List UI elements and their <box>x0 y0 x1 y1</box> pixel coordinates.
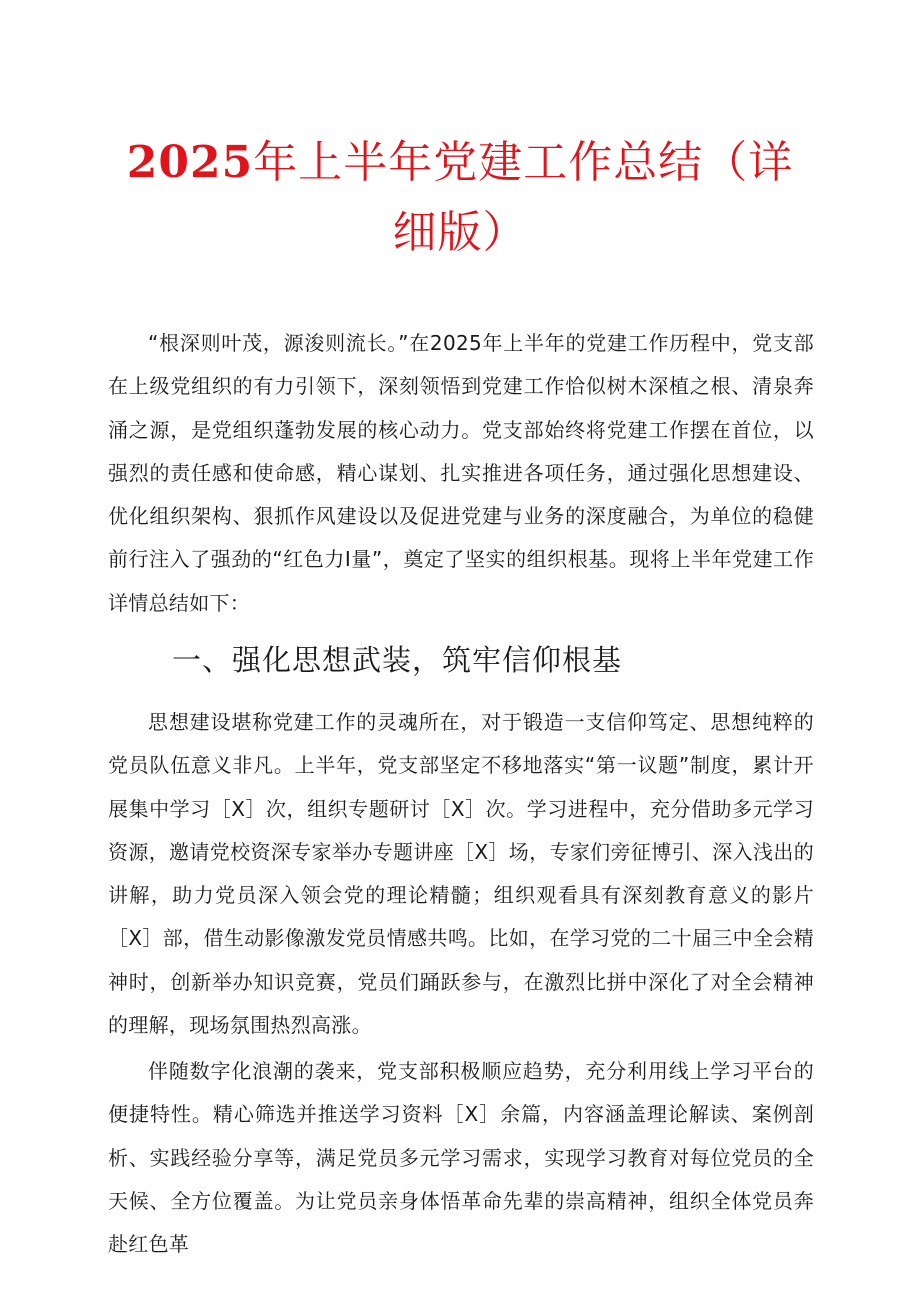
section-1-paragraph-2: 伴随数字化浪潮的袭来，党支部积极顺应趋势，充分利用线上学习平台的便捷特性。精心筛选并推送学习资料［X］余篇，内容涵盖理论解读、案例剖析、实践经验分享等，满足党员多元学习需求，实现学习教育对每位党员的全天候、全方位覆盖。为让党员亲身体悟革命先辈的崇高精神，组织全体党员奔赴红色革 <box>108 1059 814 1257</box>
title-text: 年上半年党建工作总结（详细版） <box>253 137 794 258</box>
document-title <box>110 128 810 268</box>
title-year: 2025 <box>126 137 254 188</box>
section-1-paragraph-1: 思想建设堪称党建工作的灵魂所在，对于锻造一支信仰笃定、思想纯粹的党员队伍意义非凡。上半年，党支部坚定不移地落实“第一议题”制度，累计开展集中学习［X］次，组织专题研讨［X］次。学习进程中，充分借助多元学习资源，邀请党校资深专家举办专题讲座［X］场，专家们旁征博引、深入浅出的讲解，助力党员深入领会党的理论精髓；组织观看具有深刻教育意义的影片［X］部，借生动影像激发党员情感共鸣。比如，在学习党的二十届三中全会精神时，创新举办知识竞赛，党员们踊跃参与，在激烈比拼中深化了对全会精神的理解，现场氛围热烈高涨。 <box>108 710 814 1038</box>
intro-paragraph: “根深则叶茂，源浚则流长。”在2025年上半年的党建工作历程中，党支部在上级党组织的有力引领下，深刻领悟到党建工作恰似树木深植之根、清泉奔涌之源，是党组织蓬勃发展的核心动力。党支部始终将党建工作摆在首位，以强烈的责任感和使命感，精心谋划、扎实推进各项任务，通过强化思想建设、优化组织架构、狠抓作风建设以及促进党建与业务的深度融合，为单位的稳健前行注入了强劲的“红色力I量”，奠定了坚实的组织根基。现将上半年党建工作详情总结如下： <box>108 331 814 615</box>
section-heading-1: 一、强化思想武装，筑牢信仰根基 <box>172 643 623 677</box>
